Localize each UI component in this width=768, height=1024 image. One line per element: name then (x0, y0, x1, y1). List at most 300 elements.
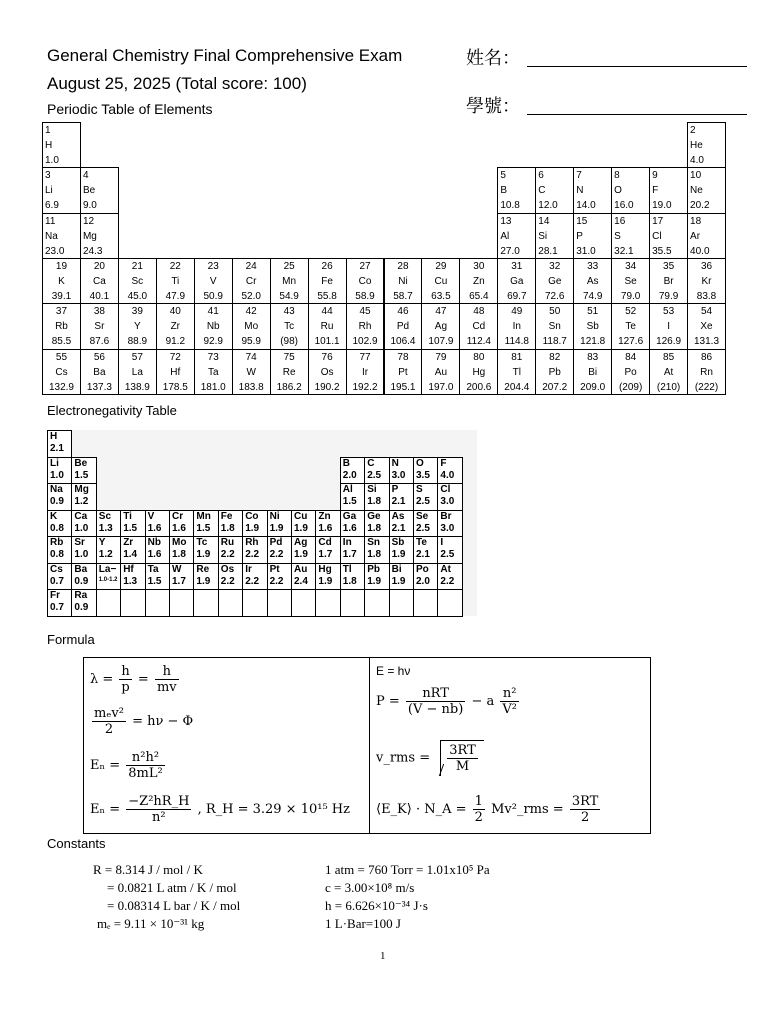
en-cell (218, 536, 243, 564)
element-symbol: Ru (320, 321, 334, 333)
en-value: 0.7 (50, 575, 64, 587)
formula-divider (369, 658, 370, 833)
constant-light-speed: c = 3.00×10⁸ m/s (325, 880, 415, 895)
en-value: 1.0-1.2 (98, 576, 118, 583)
element-symbol: Fe (321, 276, 333, 287)
en-cell (120, 563, 145, 591)
element-symbol: H (45, 140, 53, 151)
element-cell (497, 349, 536, 395)
element-symbol: Sr (94, 321, 105, 333)
element-mass: 14.0 (576, 200, 596, 212)
exam-title: General Chemistry Final Comprehensive Exam (47, 46, 403, 65)
en-value: 1.9 (294, 549, 308, 560)
element-symbol: Cr (245, 276, 257, 287)
en-cell (71, 510, 96, 538)
en-cell (389, 457, 414, 485)
element-symbol: Cs (55, 366, 68, 378)
en-symbol: Rh (245, 537, 259, 548)
element-mass: 207.2 (542, 381, 568, 393)
en-cell (242, 563, 267, 591)
element-number: 7 (576, 170, 582, 182)
element-mass: 178.5 (162, 381, 188, 393)
element-cell (573, 303, 612, 349)
element-mass: 91.2 (165, 336, 186, 348)
element-number: 8 (614, 170, 620, 182)
element-mass: 138.9 (124, 381, 150, 393)
element-number: 12 (82, 215, 95, 227)
element-symbol: F (652, 185, 659, 197)
en-value: 1.6 (318, 522, 333, 534)
en-symbol: Si (367, 484, 377, 495)
en-value: 2.2 (245, 549, 260, 560)
en-value: 1.9 (196, 549, 211, 560)
empty-cell (120, 589, 145, 617)
element-number: 4 (82, 170, 89, 182)
en-value: 2.2 (220, 575, 235, 587)
en-cell (291, 510, 316, 538)
en-symbol: V (147, 510, 155, 522)
element-symbol: Re (282, 366, 296, 378)
element-cell (384, 349, 423, 395)
element-number: 55 (55, 351, 68, 363)
en-cell (145, 563, 170, 591)
element-mass: 190.2 (314, 381, 340, 393)
en-symbol: Cr (172, 510, 184, 522)
en-symbol: Ca (74, 510, 88, 522)
en-value: 1.9 (196, 575, 211, 587)
en-value: 1.9 (318, 575, 333, 587)
element-number: 43 (283, 306, 295, 318)
element-cell (80, 213, 119, 259)
element-number: 47 (435, 306, 447, 318)
element-number: 1 (45, 125, 51, 136)
element-symbol: At (663, 366, 674, 378)
element-symbol: Zn (473, 276, 485, 287)
constants-title: Constants (47, 836, 106, 851)
element-number: 28 (397, 261, 409, 272)
element-symbol: Xe (700, 321, 713, 333)
element-cell (573, 213, 612, 259)
electronegativity-table (47, 430, 477, 616)
en-value: 1.2 (98, 549, 113, 560)
element-cell (535, 167, 574, 213)
element-number: 72 (169, 351, 181, 363)
element-symbol: Au (434, 366, 448, 378)
en-symbol: Rb (50, 537, 64, 548)
en-symbol: Pd (269, 537, 283, 548)
en-symbol: Li (50, 457, 59, 469)
element-cell (80, 258, 119, 304)
element-cell (421, 349, 460, 395)
en-value: 1.9 (269, 522, 284, 534)
en-cell (71, 536, 96, 564)
en-cell (47, 510, 72, 538)
element-number: 86 (700, 351, 713, 363)
en-value: 4.0 (440, 469, 455, 481)
kinetic-energy-formula: ⟨E_K⟩ · N_A = $\frac{1}{2}$ Mv²_rms = $\frac{3RT}{2}$ (376, 794, 599, 825)
en-value: 1.9 (391, 549, 406, 560)
element-number: 21 (131, 261, 143, 272)
en-value: 1.0 (74, 549, 89, 560)
element-number: 16 (614, 215, 626, 227)
empty-cell (267, 589, 292, 617)
element-number: 15 (576, 215, 588, 227)
element-symbol: Os (320, 366, 334, 378)
en-value: 2.5 (416, 496, 430, 507)
element-symbol: Mo (244, 321, 259, 333)
element-cell (611, 258, 650, 304)
en-value: 3.0 (440, 496, 455, 507)
en-symbol: Co (245, 510, 259, 522)
en-value: 2.2 (245, 575, 260, 587)
element-cell (573, 167, 612, 213)
element-symbol: Hf (170, 366, 181, 378)
element-cell (308, 258, 347, 304)
element-number: 82 (549, 351, 561, 363)
en-value: 3.0 (440, 522, 455, 534)
en-cell (169, 510, 194, 538)
en-value: 1.3 (98, 522, 113, 534)
en-symbol: Ga (342, 510, 357, 522)
element-cell (118, 349, 157, 395)
element-number: 2 (690, 125, 696, 136)
element-symbol: Pt (398, 366, 408, 378)
en-symbol: Hf (123, 563, 134, 575)
element-mass: 39.1 (51, 291, 72, 302)
element-cell (42, 349, 81, 395)
constant-atm: 1 atm = 760 Torr = 1.01x10⁵ Pa (325, 862, 490, 877)
element-mass: 87.6 (89, 336, 110, 348)
element-cell (573, 258, 612, 304)
photoelectric-formula: $\frac{\text{mₑv²}}{2}$ = hν − Φ (94, 706, 194, 737)
element-mass: 47.9 (165, 291, 186, 302)
element-symbol: Sb (586, 321, 599, 333)
element-mass: 137.3 (86, 381, 112, 393)
element-cell (687, 167, 726, 213)
element-symbol: Ca (93, 276, 106, 287)
constant-r-2: = 0.0821 L atm / K / mol (107, 880, 237, 895)
en-value: 2.1 (391, 522, 406, 534)
element-number: 49 (511, 306, 523, 318)
element-mass: 118.7 (542, 336, 567, 348)
en-value: 1.7 (318, 549, 333, 560)
element-number: 44 (321, 306, 333, 318)
element-number: 46 (397, 306, 409, 318)
element-number: 56 (93, 351, 105, 363)
en-value: 1.9 (367, 575, 382, 587)
element-mass: 54.9 (279, 291, 299, 302)
en-cell (413, 483, 438, 511)
element-cell (459, 303, 498, 349)
element-number: 37 (55, 306, 68, 318)
element-cell (384, 258, 423, 304)
element-mass: 102.9 (352, 336, 378, 348)
element-cell (270, 349, 309, 395)
element-symbol: Ga (510, 276, 524, 287)
en-symbol: La− (98, 563, 117, 575)
element-cell (535, 303, 574, 349)
element-mass: 181.0 (200, 381, 226, 393)
en-cell (145, 536, 170, 564)
en-value: 1.5 (196, 522, 211, 534)
element-number: 83 (587, 351, 599, 363)
en-cell (267, 536, 292, 564)
element-number: 22 (169, 261, 181, 272)
en-value: 0.7 (50, 602, 64, 613)
element-mass: (210) (656, 381, 681, 393)
en-value: 1.9 (245, 522, 260, 534)
element-mass: 88.9 (127, 336, 148, 348)
en-symbol: Mo (172, 537, 187, 548)
en-symbol: Ba (74, 563, 88, 575)
element-cell (308, 349, 347, 395)
constant-electron-mass: mₑ = 9.11 × 10⁻³¹ kg (97, 916, 205, 931)
en-symbol: Sc (98, 510, 112, 522)
element-mass: 52.0 (241, 291, 261, 302)
element-symbol: Rh (358, 321, 372, 333)
en-symbol: Y (98, 537, 106, 548)
element-number: 54 (700, 306, 713, 318)
element-number: 38 (93, 306, 105, 318)
en-symbol: At (440, 563, 451, 575)
element-cell (497, 303, 536, 349)
element-cell (497, 213, 536, 259)
element-cell (421, 258, 460, 304)
element-symbol: Mg (82, 230, 97, 242)
element-number: 48 (473, 306, 485, 318)
element-mass: 183.8 (238, 381, 264, 393)
rms-speed-formula: v_rms = $\frac{3RT}{M}$ (376, 740, 484, 776)
en-symbol: O (416, 457, 424, 469)
en-value: 1.6 (342, 522, 357, 534)
en-cell (193, 563, 218, 591)
en-cell (315, 536, 340, 564)
element-mass: 92.9 (203, 336, 223, 348)
element-mass: 112.4 (466, 336, 491, 348)
element-symbol: Al (500, 230, 510, 242)
en-cell (96, 536, 121, 564)
empty-cell (242, 589, 267, 617)
element-number: 36 (700, 261, 713, 272)
en-symbol: Ta (147, 563, 159, 575)
element-number: 85 (663, 351, 675, 363)
en-value: 1.5 (74, 469, 89, 481)
element-number: 84 (625, 351, 637, 363)
en-value: 1.4 (123, 549, 138, 560)
element-number: 57 (131, 351, 143, 363)
en-symbol: Zn (318, 510, 331, 522)
element-number: 42 (245, 306, 257, 318)
element-number: 24 (245, 261, 257, 272)
element-symbol: N (576, 185, 584, 197)
element-mass: 24.3 (82, 245, 103, 257)
element-mass: 72.6 (545, 291, 565, 302)
element-symbol: Bi (588, 366, 598, 378)
en-cell (47, 457, 72, 485)
en-value: 1.8 (172, 549, 186, 560)
en-cell (71, 483, 96, 511)
element-symbol: Si (538, 230, 548, 242)
en-symbol: Bi (391, 563, 402, 575)
element-cell (80, 349, 119, 395)
element-mass: 4.0 (690, 155, 704, 166)
element-symbol: P (576, 230, 583, 242)
element-mass: 9.0 (82, 200, 97, 212)
element-cell (156, 258, 195, 304)
en-cell (47, 563, 72, 591)
empty-cell (96, 589, 121, 617)
empty-cell (413, 589, 438, 617)
en-symbol: Mn (196, 510, 211, 522)
element-cell (346, 258, 385, 304)
electronegativity-title: Electronegativity Table (47, 403, 177, 418)
element-mass: 40.1 (89, 291, 110, 302)
element-number: 3 (45, 170, 51, 182)
exam-date: August 25, 2025 (Total score: 100) (47, 74, 307, 93)
en-cell (242, 536, 267, 564)
element-number: 29 (435, 261, 447, 272)
en-symbol: Hg (318, 563, 332, 575)
element-symbol: Po (624, 366, 637, 378)
element-symbol: Ni (398, 276, 408, 287)
empty-cell (193, 589, 218, 617)
en-value: 2.0 (342, 469, 357, 481)
element-number: 53 (663, 306, 675, 318)
en-cell (169, 536, 194, 564)
element-mass: 95.9 (241, 336, 261, 348)
element-cell (346, 349, 385, 395)
element-symbol: K (58, 276, 65, 287)
en-cell (291, 563, 316, 591)
en-symbol: Zr (123, 537, 134, 548)
empty-cell (389, 589, 414, 617)
empty-cell (291, 589, 316, 617)
photon-energy-formula: E = hν (376, 664, 411, 678)
element-symbol: He (690, 140, 703, 151)
element-number: 73 (207, 351, 219, 363)
en-cell (267, 510, 292, 538)
element-cell (459, 258, 498, 304)
element-cell (687, 258, 726, 304)
element-symbol: Sn (548, 321, 561, 333)
en-value: 1.7 (172, 575, 186, 587)
element-mass: 195.1 (390, 381, 416, 393)
en-value: 2.5 (416, 522, 430, 534)
en-symbol: K (50, 510, 58, 522)
element-mass: 16.0 (614, 200, 634, 212)
en-cell (340, 483, 365, 511)
en-value: 2.2 (269, 575, 284, 587)
en-value: 0.9 (50, 496, 64, 507)
element-cell (649, 213, 688, 259)
en-symbol: Ge (367, 510, 381, 522)
element-number: 50 (549, 306, 561, 318)
element-cell (611, 213, 650, 259)
element-mass: 65.4 (469, 291, 489, 302)
element-number: 74 (245, 351, 257, 363)
element-cell (232, 258, 271, 304)
element-cell (649, 303, 688, 349)
en-value: 1.3 (123, 575, 138, 587)
en-symbol: Fe (220, 510, 233, 522)
element-mass: 85.5 (51, 336, 72, 348)
element-symbol: Cd (472, 321, 486, 333)
element-cell (649, 258, 688, 304)
en-value: 1.9 (294, 522, 308, 534)
element-symbol: Pd (396, 321, 410, 333)
en-cell (413, 563, 438, 591)
en-value: 1.8 (342, 575, 357, 587)
element-symbol: Zr (170, 321, 181, 333)
element-number: 79 (435, 351, 447, 363)
element-cell (649, 167, 688, 213)
element-cell (384, 303, 423, 349)
en-cell (120, 510, 145, 538)
element-number: 20 (93, 261, 105, 272)
en-symbol: N (391, 457, 399, 469)
en-value: 2.1 (50, 443, 64, 454)
element-mass: 69.7 (507, 291, 527, 302)
en-cell (389, 483, 414, 511)
element-symbol: Ge (548, 276, 562, 287)
en-cell (364, 457, 389, 485)
en-value: 0.8 (50, 522, 64, 534)
en-cell (145, 510, 170, 538)
element-mass: 132.9 (48, 381, 74, 393)
element-cell (687, 349, 726, 395)
en-value: 1.7 (342, 549, 357, 560)
en-symbol: H (50, 431, 58, 442)
en-cell (267, 563, 292, 591)
en-symbol: S (416, 484, 423, 495)
hydrogen-energy-formula: Eₙ = $\frac{\text{−Z²hR\_H}}{\text{n²}}$ , R_H = 3.29 × 10¹⁵ Hz (90, 794, 350, 825)
en-value: 1.6 (147, 549, 162, 560)
element-number: 11 (45, 215, 56, 227)
en-cell (413, 457, 438, 485)
element-mass: 63.5 (431, 291, 451, 302)
en-symbol: Be (74, 457, 88, 469)
element-mass: 121.8 (580, 336, 606, 348)
element-number: 76 (321, 351, 333, 363)
en-cell (71, 457, 96, 485)
en-symbol: Te (416, 537, 427, 548)
en-symbol: Tl (342, 563, 352, 575)
en-cell (389, 510, 414, 538)
name-field[interactable] (527, 66, 747, 67)
en-cell (437, 510, 462, 538)
element-symbol: Cu (434, 276, 448, 287)
element-number: 26 (321, 261, 333, 272)
element-cell (535, 349, 574, 395)
en-value: 2.1 (391, 496, 406, 507)
en-value: 1.0 (74, 522, 89, 534)
en-value: 1.6 (172, 522, 186, 534)
element-mass: 32.1 (614, 245, 634, 257)
element-symbol: Rn (700, 366, 713, 378)
page-number: 1 (380, 950, 386, 962)
element-cell (232, 349, 271, 395)
van-der-waals-formula: P = $\frac{\text{nRT}}{(V - nb)}$ − a $\frac{\text{n²}}{\text{V²}}$ (376, 686, 517, 717)
en-symbol: Mg (74, 484, 89, 495)
element-mass: 131.3 (694, 336, 720, 348)
en-symbol: Sn (367, 537, 380, 548)
element-mass: 204.4 (504, 381, 530, 393)
element-mass: 12.0 (538, 200, 558, 212)
student-id-field[interactable] (527, 114, 747, 115)
element-cell (573, 349, 612, 395)
element-number: 30 (473, 261, 485, 272)
periodic-table-title: Periodic Table of Elements (47, 101, 213, 117)
